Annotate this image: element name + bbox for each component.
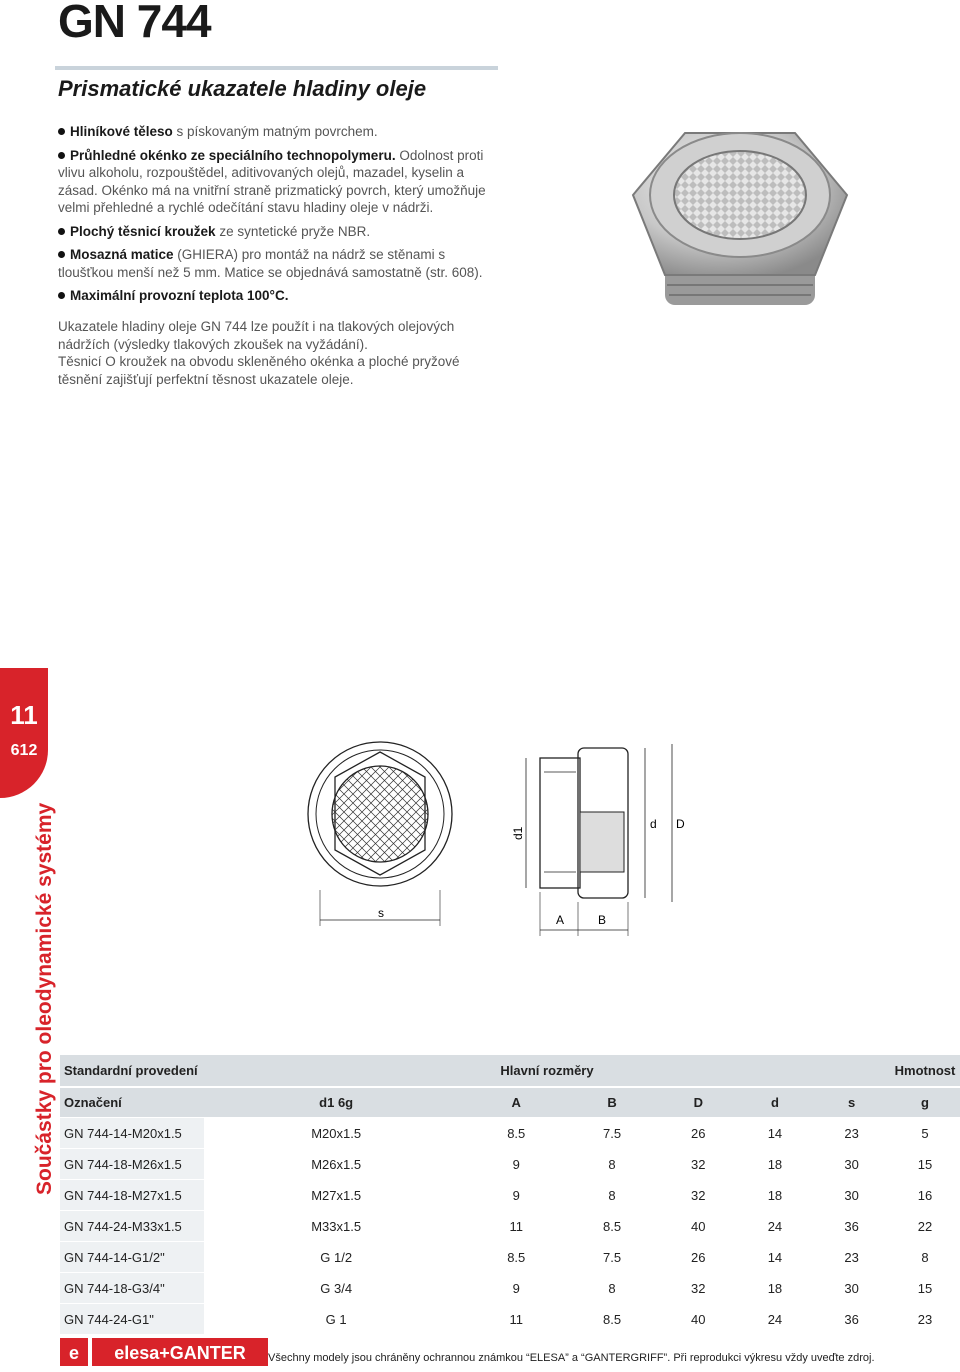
bullet-icon [58,228,65,235]
table-row: GN 744-18-M26x1.5 M26x1.5 9 8 32 18 30 15 [60,1149,960,1180]
logo-wordmark: elesa+GANTER [114,1343,246,1363]
footer-note: Všechny modely jsou chráněny ochrannou známkou “ELESA” a “GANTERGRIFF”. Při reprodukci výkresu vždy uveďte zdroj. [268,1352,875,1364]
dim-label-s: s [378,906,384,920]
section-label: Součástky pro oleodynamické systémy [33,802,56,1195]
bullet-icon [58,251,65,258]
table-column-header: Označení d1 6g A B D d s g [60,1087,960,1118]
header-standard: Standardní provedení [60,1055,204,1087]
elesa-ganter-logo [60,1336,270,1368]
header-weight: Hmotnost [890,1055,960,1087]
feature-item: Maximální provozní teplota 100°C. [58,287,500,305]
page-title: GN 744 [58,0,211,47]
title-rule [55,66,498,70]
table-row: GN 744-24-G1" G 1 11 8.5 40 24 36 23 [60,1304,960,1335]
technical-drawing-side [511,742,690,938]
feature-item: Mosazná matice (GHIERA) pro montáž na nádrž se stěnami s tloušťkou menší než 5 mm. Matice se objednává samostatně (str. 608). [58,247,483,280]
table-row: GN 744-14-M20x1.5 M20x1.5 8.5 7.5 26 14 23 5 [60,1118,960,1149]
feature-list [58,123,500,311]
description-paragraph: Ukazatele hladiny oleje GN 744 lze použít i na tlakových olejových nádržích (výsledky tlakových zkoušek na vyžádání). [58,319,455,352]
table-row: GN 744-14-G1/2" G 1/2 8.5 7.5 26 14 23 8 [60,1242,960,1273]
header-main: Hlavní rozměry [204,1055,890,1087]
bullet-icon [58,128,65,135]
chapter-tab [0,668,48,798]
chapter-number: 11 [10,700,38,730]
feature-item: Hliníkové těleso s pískovaným matným povrchem. [58,123,500,141]
table-row: GN 744-18-G3/4" G 3/4 9 8 32 18 30 15 [60,1273,960,1304]
table-row: GN 744-24-M33x1.5 M33x1.5 11 8.5 40 24 36 22 [60,1211,960,1242]
page-number: 612 [10,742,38,759]
description-paragraph: Těsnicí O kroužek na obvodu skleněného okénka a ploché pryžové těsnění zajišťují perfektní těsnost ukazatele oleje. [58,354,460,387]
bullet-icon [58,152,65,159]
dim-label-D: D [676,817,685,831]
dimension-table [60,1055,960,1334]
table-row: GN 744-18-M27x1.5 M27x1.5 9 8 32 18 30 16 [60,1180,960,1211]
table-group-header [60,1055,960,1087]
page-subtitle: Prismatické ukazatele hladiny oleje [58,76,427,101]
svg-text:e: e [68,1343,80,1363]
description [58,318,500,388]
feature-item: Průhledné okénko ze speciálního technopolymeru. Odolnost proti vlivu alkoholu, rozpouštědel, aditivovaných olejů, mazadel, kyselin a zásad. Okénko má na vnitřní straně prizmatický povrch, který umožňuje velmi přehledné a rychlé odečítání stavu hladiny oleje v nádrži. [58,147,486,215]
feature-item: Plochý těsnicí kroužek ze syntetické pryže NBR. [58,223,500,241]
dim-label-d: d [650,817,657,831]
product-photo [625,125,855,340]
dim-label-B: B [598,913,607,927]
dim-label-d1: d1 [511,826,525,840]
dim-label-A: A [556,913,565,927]
bullet-icon [58,292,65,299]
